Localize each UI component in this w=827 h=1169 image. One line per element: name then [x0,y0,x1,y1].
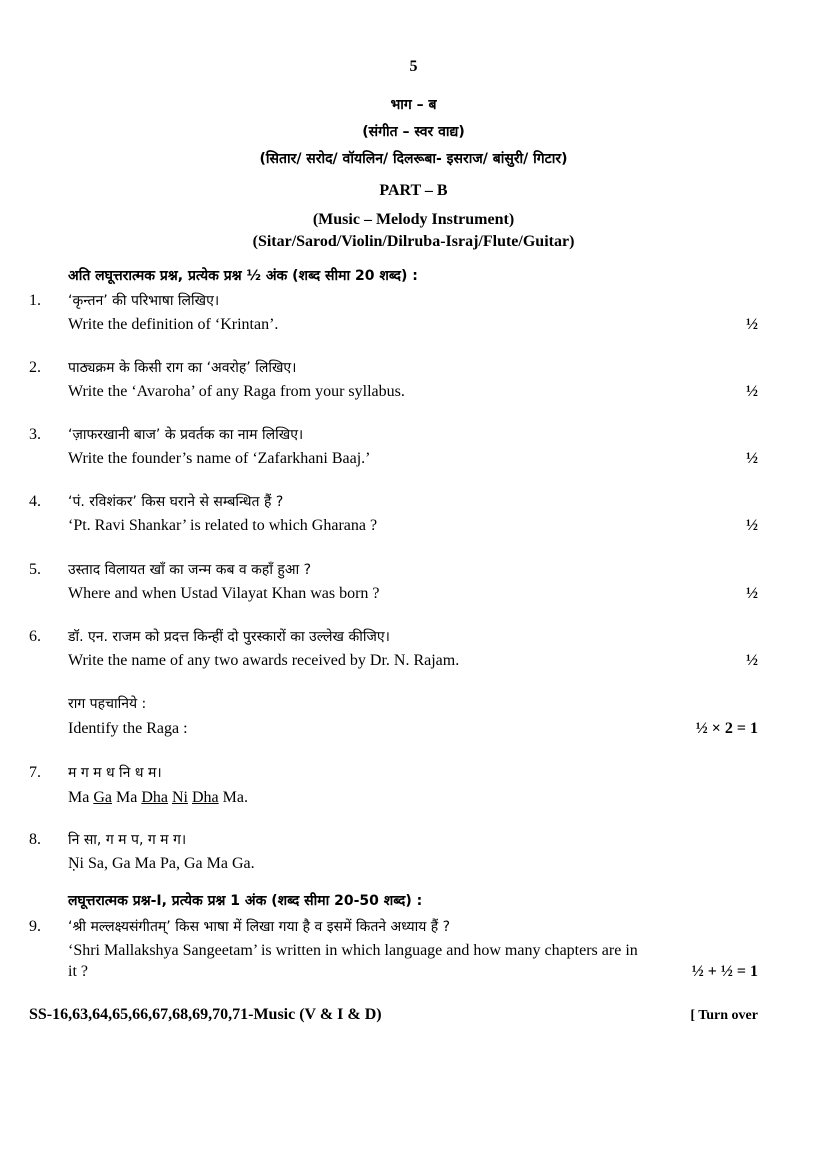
question-english: Write the founder’s name of ‘Zafarkhani Baaj.’ [68,450,371,467]
question-english-continued: it ? [68,963,88,980]
question-number: 3. [29,426,41,443]
question-english: ‘Shri Mallakshya Sangeetam’ is written in which language and how many chapters are in [68,942,638,959]
subject-english: (Music – Melody Instrument) [312,211,515,228]
question-number: 9. [29,918,41,935]
instruments-hindi: (सितार/ सरोद/ वॉयलिन/ दिलरूबा- इसराज/ बांसुरी/ गिटार) [259,151,568,167]
question-english: Ma Ga Ma Dha Ni Dha Ma. [68,789,248,806]
identify-raga-english: Identify the Raga : [68,720,188,737]
question-mark: ½ [746,316,758,333]
section1-instruction: अति लघूत्तरात्मक प्रश्न, प्रत्येक प्रश्न ½ अंक (शब्द सीमा 20 शब्द) : [68,268,418,284]
question-mark: ½ + ½ = 1 [691,963,758,980]
question-hindi: म ग म ध नि ध म। [68,765,162,781]
question-hindi: ‘कृन्तन’ की परिभाषा लिखिए। [68,293,220,309]
question-english: Where and when Ustad Vilayat Khan was born ? [68,585,380,602]
question-number: 8. [29,831,41,848]
question-hindi: उस्ताद विलायत खाँ का जन्म कब व कहाँ हुआ ? [68,562,312,578]
paper-code: SS-16,63,64,65,66,67,68,69,70,71-Music (V & I & D) [29,1006,382,1023]
page-number: 5 [409,58,418,75]
turn-over: [ Turn over [690,1008,758,1023]
question-number: 5. [29,561,41,578]
identify-raga-hindi: राग पहचानिये : [68,696,147,712]
question-english: Ṇi Sa, Ga Ma Pa, Ga Ma Ga. [68,855,255,872]
question-mark: ½ [746,585,758,602]
question-mark: ½ [746,383,758,400]
question-number: 7. [29,764,41,781]
question-english: Write the name of any two awards received by Dr. N. Rajam. [68,652,460,669]
part-title-english: PART – B [379,182,448,199]
section2-instruction: लघूत्तरात्मक प्रश्न-I, प्रत्येक प्रश्न 1 अंक (शब्द सीमा 20-50 शब्द) : [68,893,423,909]
identify-raga-mark: ½ × 2 = 1 [695,720,758,737]
question-number: 6. [29,628,41,645]
instruments-english: (Sitar/Sarod/Violin/Dilruba-Israj/Flute/Guitar) [252,233,575,250]
question-number: 4. [29,493,41,510]
question-hindi: ‘ज़ाफरखानी बाज’ के प्रवर्तक का नाम लिखिए। [68,427,304,443]
question-number: 2. [29,359,41,376]
question-hindi: ‘श्री मल्लक्ष्यसंगीतम्’ किस भाषा में लिखा गया है व इसमें कितने अध्याय हैं ? [68,919,451,935]
question-number: 1. [29,292,41,309]
question-hindi: डॉ. एन. राजम को प्रदत्त किन्हीं दो पुरस्कारों का उल्लेख कीजिए। [68,629,390,645]
part-title-hindi: भाग – ब [390,97,437,113]
subject-hindi: (संगीत – स्वर वाद्य) [362,124,465,140]
question-hindi: पाठ्यक्रम के किसी राग का ‘अवरोह’ लिखिए। [68,360,297,376]
question-hindi: नि सा, ग म प, ग म ग। [68,832,187,848]
question-mark: ½ [746,450,758,467]
question-english: Write the definition of ‘Krintan’. [68,316,279,333]
question-english: ‘Pt. Ravi Shankar’ is related to which Gharana ? [68,517,378,534]
question-hindi: ‘पं. रविशंकर’ किस घराने से सम्बन्धित हैं ? [68,494,284,510]
question-mark: ½ [746,517,758,534]
question-english: Write the ‘Avaroha’ of any Raga from your syllabus. [68,383,405,400]
question-mark: ½ [746,652,758,669]
